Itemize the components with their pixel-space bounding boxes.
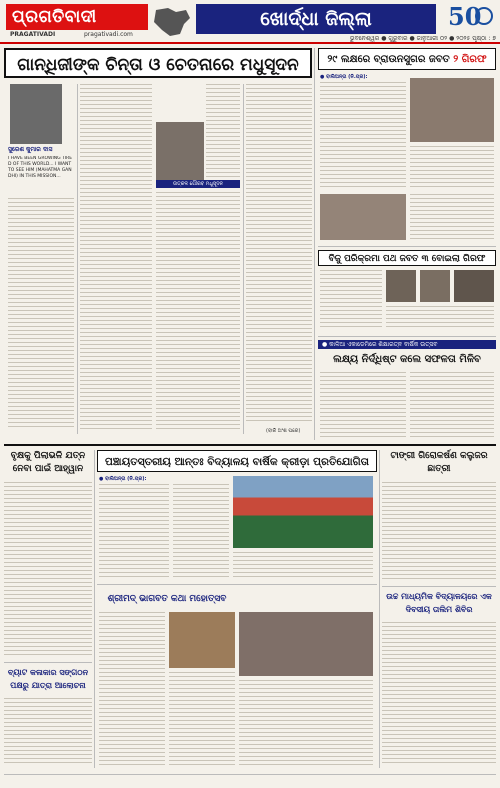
accused-photo-3 (454, 270, 494, 302)
accused-photo-1 (386, 270, 416, 302)
bottom-right-col (382, 482, 496, 582)
byline: ● ବାଲିଅନ୍ତା (ନି.ପ୍ର): (320, 74, 368, 80)
divider (4, 444, 496, 446)
divider (243, 84, 244, 434)
top-right-headline[interactable]: ୨୯ ଲକ୍ଷରେ ବ୍ରାଉନସୁଗର ଜବତ ୨ ଗିରଫ (318, 48, 496, 70)
masthead (0, 0, 500, 44)
lead-story (4, 48, 312, 440)
divider (318, 336, 496, 337)
divider (379, 450, 380, 768)
top-right-col-3 (410, 194, 494, 240)
lead-col-2 (80, 84, 152, 432)
bottom-left-story (4, 450, 92, 768)
bottom-right-col-2 (382, 622, 496, 766)
bhagabata-event-photo (169, 612, 235, 668)
divider (97, 584, 377, 585)
byline: ● ବାଲିଅନ୍ତା (ନି.ପ୍ର): (99, 476, 147, 482)
sub-col-1 (320, 372, 406, 438)
top-right-col-1 (320, 82, 406, 190)
lead-quote: I HAVE BEEN GROWING TIRED OF THIS WORLD... I WANT TO SEE HIM (MAHATMA GANDHI) IN THIS MISSION... (8, 156, 73, 179)
top-right-story (318, 48, 496, 244)
center-lower-headline[interactable]: ଶ୍ରୀମଦ୍ ଭାଗବତ କଥା ମହୋତ୍ସବ (107, 594, 227, 604)
newspaper-logo[interactable]: ପ୍ରଗତିବାଦୀ (6, 4, 148, 30)
center-lower-col-1 (99, 612, 165, 766)
lead-col-1 (8, 198, 74, 430)
logo-url[interactable]: pragativadi.com (84, 31, 133, 38)
mid-right-headline[interactable]: ବିଜୁ ପରିକ୍ରମା ପଥ ଜବତ ୩ ବୋଇଲା ଗିରଫ (318, 250, 496, 266)
divider (4, 662, 92, 663)
lead-col-3 (206, 84, 240, 178)
sub-story (318, 340, 496, 440)
center-col-1 (99, 484, 169, 580)
center-lower-col-2 (169, 672, 235, 766)
bottom-left-sub-headline[interactable]: ବ୍ୟାଟ କଳାକାର ସଙ୍ଗଠନ ପକ୍ଷରୁ ଯାତ୍ରା ଆଲୋଚନା (7, 667, 89, 690)
accused-photo-2 (420, 270, 450, 302)
lead-col-3b (156, 192, 240, 432)
page-footer (0, 770, 500, 788)
logo-subtitle: PRAGATIVADI (10, 31, 56, 38)
center-lower-col-3 (239, 680, 373, 766)
photo-caption: ଉତ୍କଳ ଗୌରବ ମଧୁସୂଦନ (156, 180, 240, 188)
divider (77, 84, 78, 434)
lead-headline[interactable]: ଗାନ୍ଧିଜୀଙ୍କ ଚିନ୍ତା ଓ ଚେତନାରେ ମଧୁସୂଦନ (4, 48, 312, 78)
divider (314, 48, 315, 440)
madhusudan-photo (156, 122, 204, 180)
sub-headline[interactable]: ଲକ୍ଷ୍ୟ ନିର୍ଦ୍ଧିଷ୍ଟ କଲେ ସଫଳତା ମିଳିବ (333, 354, 481, 365)
arrest-photo (410, 78, 494, 142)
mid-right-col-1 (320, 270, 382, 330)
bottom-right-headline[interactable]: ଟାଙ୍ଗୀ ଗିରୋକର୍ଷଣ କଲୁଜର ଛାତ୍ରୀ (390, 451, 488, 474)
divider (382, 586, 496, 587)
sub-kicker: ● କାଳିଆ ଏକାଡେମିରେ ଶିକ୍ଷାରତ୍ନ ବାର୍ଷିକ ଉତ୍ସବ (318, 340, 496, 349)
seized-goods-photo (320, 194, 406, 240)
bottom-center-headline[interactable]: ପଞ୍ଚାୟତସ୍ତରୀୟ ଆନ୍ତଃ ବିଦ୍ୟାଳୟ ବାର୍ଷିକ କ୍ରୀଡ଼ା ପ୍ରତିଯୋଗିତା (97, 450, 377, 472)
bottom-right-lower-headline[interactable]: ଉଚ୍ଚ ମାଧ୍ୟମିକ ବିଦ୍ୟାଳୟରେ ଏକ ଦିବସୀୟ ତାଲିମ ଶିବିର (386, 591, 492, 614)
author-name: ସୁରେଶ କୁମାର ଦାସ (8, 146, 53, 153)
bottom-center-story (97, 450, 377, 768)
bottom-left-headline[interactable]: ବୃକ୍ଷକୁ ପିଲାଭଳି ଯତ୍ନ ନେବା ପାଇଁ ଆହ୍ୱାନ (10, 451, 86, 474)
divider (318, 246, 496, 247)
headline-highlight: ୨ ଗିରଫ (453, 54, 487, 65)
anniversary-badge-icon (444, 2, 496, 38)
continued-note: (ବାକି ଅଂଶ ପରେ) (266, 428, 301, 434)
center-col-3 (233, 552, 373, 580)
sports-event-photo (233, 476, 373, 548)
mid-right-story (318, 250, 496, 334)
center-col-2 (173, 484, 229, 580)
odisha-map-icon (150, 4, 194, 40)
lead-col-4 (246, 84, 312, 424)
anniversary-number: 50 (448, 2, 482, 31)
mid-right-col-2 (386, 306, 494, 330)
top-right-col-2 (410, 146, 494, 190)
sub-col-2 (410, 372, 494, 438)
divider (94, 450, 95, 768)
dateline: ଭୁବନେଶ୍ୱର ● ଗୁରୁବାର ● ଜାନୁଆରୀ ୦୨ ● ୨୦୨୫ ପୃଷ୍ଠା : ୭ (349, 35, 496, 42)
bottom-right-story (382, 450, 496, 768)
school-event-photo (239, 612, 373, 676)
bottom-left-col-2 (4, 698, 92, 766)
district-banner: ଖୋର୍ଦ୍ଧା ଜିଲ୍ଲା (196, 4, 436, 34)
author-photo (10, 84, 62, 144)
bottom-left-col (4, 482, 92, 658)
